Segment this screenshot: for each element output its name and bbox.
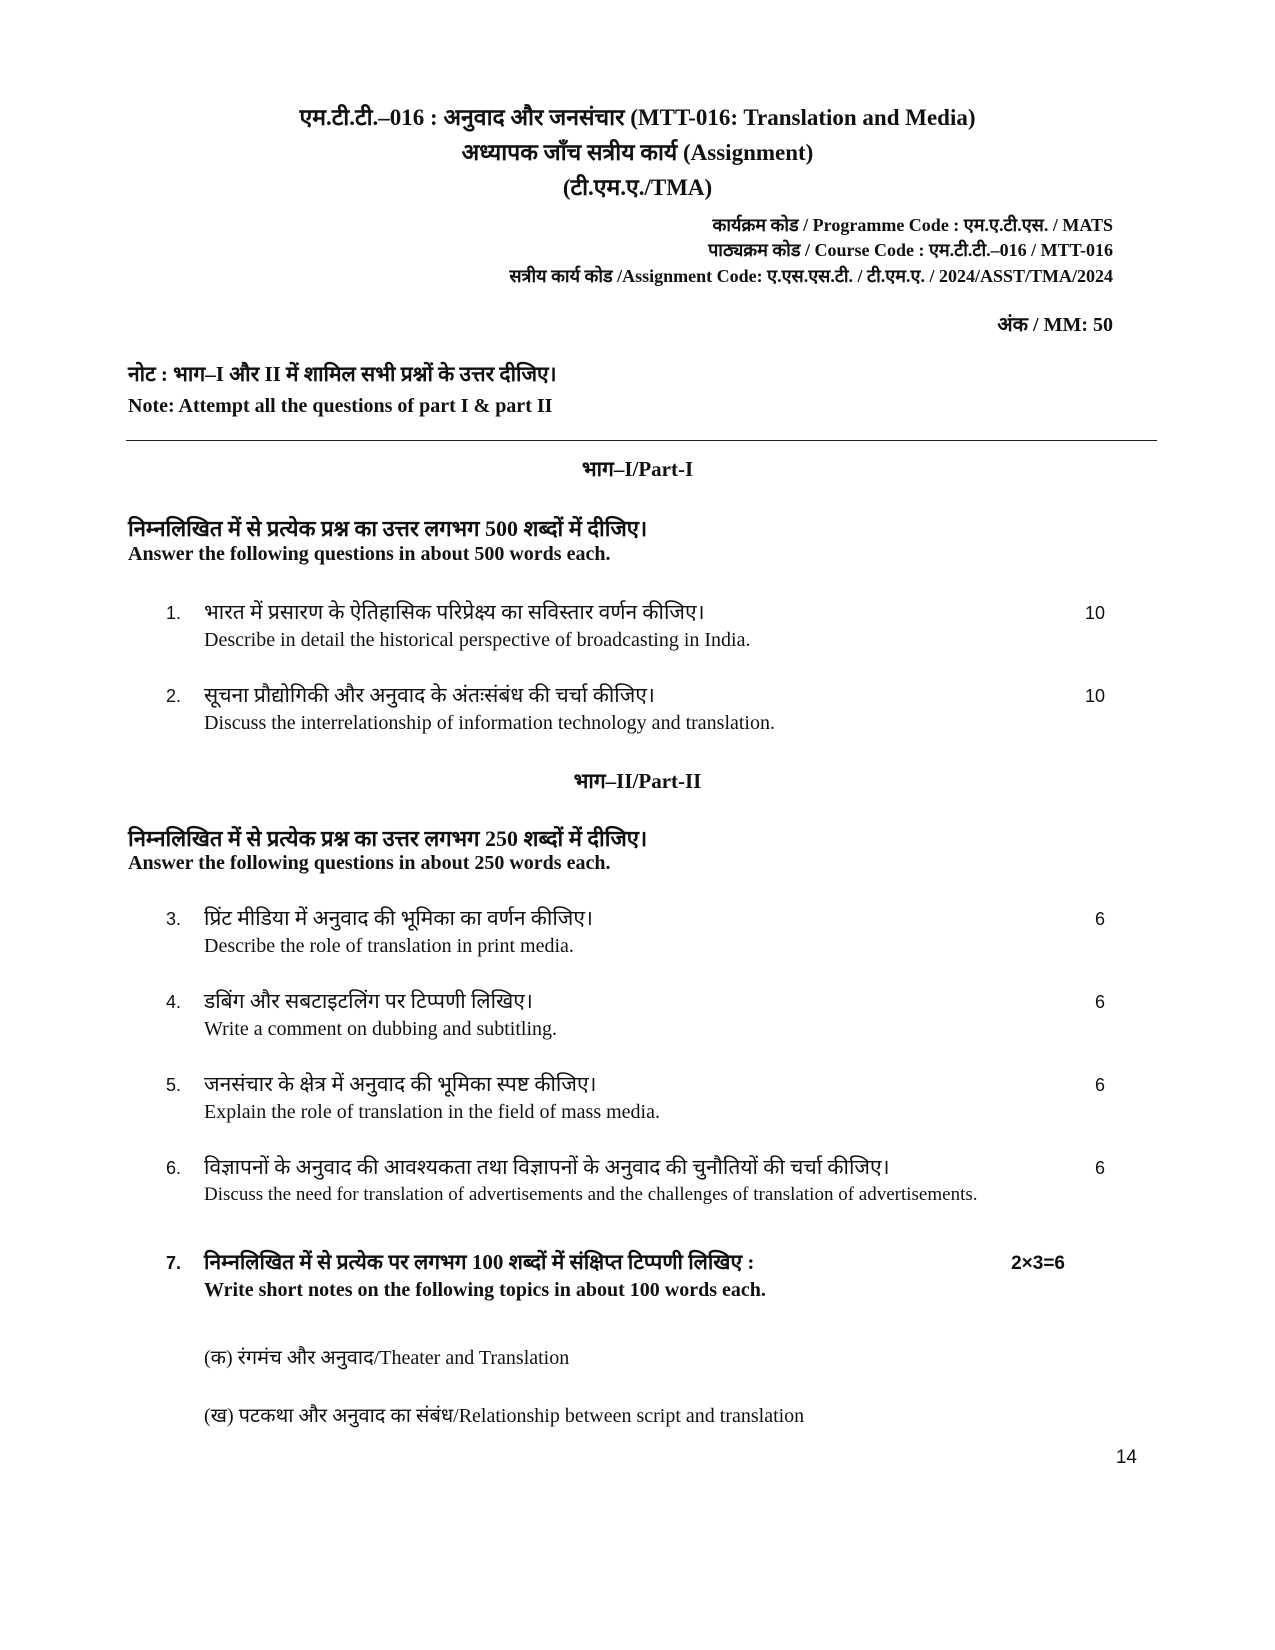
part-2-instruction-hindi: निम्नलिखित में से प्रत्येक प्रश्न का उत्तर लगभग 250 शब्दों में दीजिए।: [128, 826, 648, 851]
question-marks: 6: [1094, 1075, 1105, 1095]
course-code: पाठ्यक्रम कोड / Course Code : एम.टी.टी.–016 / MTT-016: [708, 240, 1113, 260]
question-english: Describe the role of translation in print media.: [204, 935, 574, 957]
question-number: 7.: [166, 1253, 182, 1273]
page-number: 14: [1115, 1447, 1137, 1468]
question-number: 2.: [166, 686, 182, 706]
page-subtitle: अध्यापक जाँच सत्रीय कार्य (Assignment): [461, 140, 814, 165]
part-1-instruction-hindi: निम्नलिखित में से प्रत्येक प्रश्न का उत्तर लगभग 500 शब्दों में दीजिए।: [128, 516, 648, 541]
question-hindi: विज्ञापनों के अनुवाद की आवश्यकता तथा विज्ञापनों के अनुवाद की चुनौतियों की चर्चा कीजिए।: [204, 1155, 890, 1179]
question-marks: 6: [1094, 1158, 1105, 1178]
page-title: एम.टी.टी.–016 : अनुवाद और जनसंचार (MTT-016: Translation and Media): [299, 105, 976, 130]
part-1-instruction-english: Answer the following questions in about 500 words each.: [128, 543, 611, 565]
assignment-code: सत्रीय कार्य कोड /Assignment Code: ए.एस.एस.टी. / टी.एम.ए. / 2024/ASST/TMA/2024: [509, 266, 1113, 286]
question-english: Describe in detail the historical perspective of broadcasting in India.: [204, 629, 751, 651]
page-subtitle-tma: (टी.एम.ए./TMA): [562, 175, 713, 200]
question-marks: 6: [1094, 992, 1105, 1012]
question-hindi: जनसंचार के क्षेत्र में अनुवाद की भूमिका स्पष्ट कीजिए।: [204, 1072, 597, 1096]
question-marks: 6: [1094, 909, 1105, 929]
part-2-instruction-english: Answer the following questions in about 250 words each.: [128, 852, 611, 874]
question-marks: 10: [1084, 686, 1105, 706]
question-english: Discuss the need for translation of advertisements and the challenges of translation of advertisements.: [204, 1184, 978, 1205]
question-hindi: डबिंग और सबटाइटलिंग पर टिप्पणी लिखिए।: [204, 989, 533, 1013]
question-marks: 10: [1084, 603, 1105, 623]
question-number: 1.: [166, 603, 182, 623]
question-english: Discuss the interrelationship of information technology and translation.: [204, 712, 775, 734]
question-hindi: भारत में प्रसारण के ऐतिहासिक परिप्रेक्ष्य का सविस्तार वर्णन कीजिए।: [204, 600, 705, 624]
question-hindi: निम्नलिखित में से प्रत्येक पर लगभग 100 शब्दों में संक्षिप्त टिप्पणी लिखिए :: [204, 1250, 755, 1274]
question-english: Explain the role of translation in the field of mass media.: [204, 1101, 660, 1123]
question-number: 4.: [166, 992, 182, 1012]
divider: [126, 440, 1157, 441]
sub-item-a: (क) रंगमंच और अनुवाद/Theater and Translation: [204, 1347, 570, 1369]
programme-code: कार्यक्रम कोड / Programme Code : एम.ए.टी.एस. / MATS: [712, 215, 1113, 235]
question-english: Write a comment on dubbing and subtitling.: [204, 1018, 558, 1040]
question-number: 5.: [166, 1075, 182, 1095]
question-hindi: प्रिंट मीडिया में अनुवाद की भूमिका का वर्णन कीजिए।: [204, 906, 593, 930]
question-number: 3.: [166, 909, 182, 929]
note-english: Note: Attempt all the questions of part I & part II: [128, 395, 553, 417]
question-english: Write short notes on the following topics in about 100 words each.: [204, 1279, 766, 1301]
part-2-heading: भाग–II/Part-II: [573, 769, 702, 793]
question-number: 6.: [166, 1158, 182, 1178]
sub-item-b: (ख) पटकथा और अनुवाद का संबंध/Relationship between script and translation: [204, 1405, 805, 1427]
question-hindi: सूचना प्रौद्योगिकी और अनुवाद के अंतःसंबंध की चर्चा कीजिए।: [204, 683, 655, 707]
question-marks: 2×3=6: [1011, 1253, 1065, 1274]
part-1-heading: भाग–I/Part-I: [581, 457, 694, 481]
note-hindi: नोट : भाग–I और II में शामिल सभी प्रश्नों के उत्तर दीजिए।: [128, 362, 557, 386]
max-marks: अंक / MM: 50: [997, 314, 1113, 336]
